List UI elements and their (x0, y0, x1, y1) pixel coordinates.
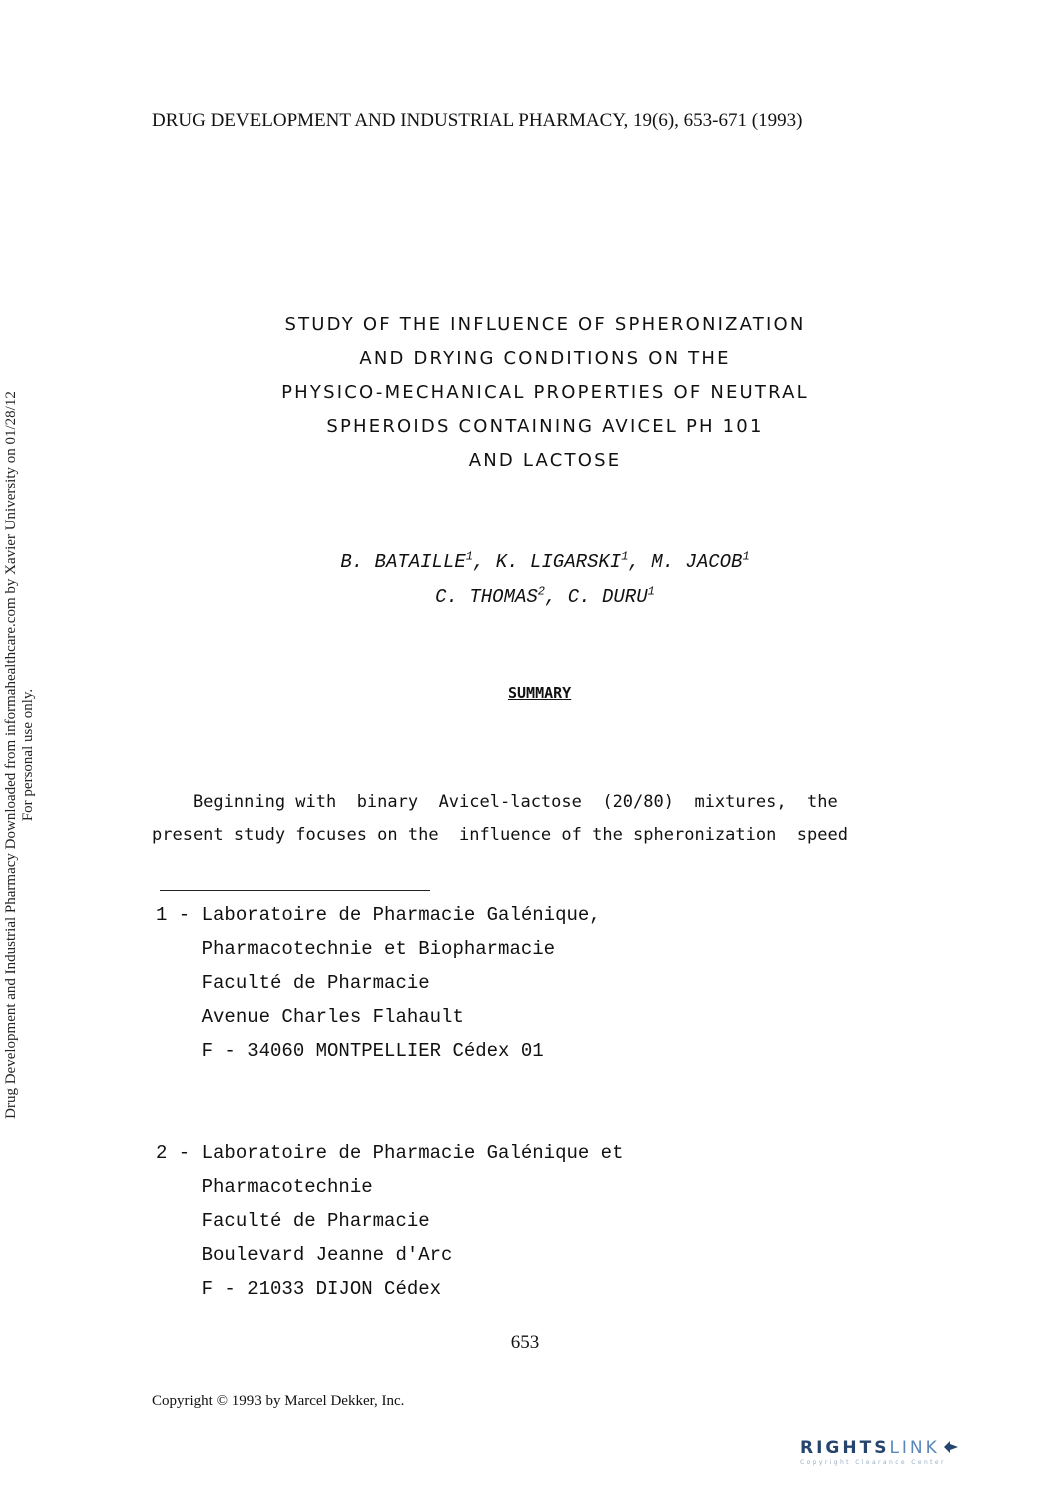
summary-line: Beginning with binary Avicel-lactose (20/80) mixtures, the (152, 792, 838, 812)
affiliation-line: Faculté de Pharmacie (156, 972, 430, 994)
affiliation-line: 1 - Laboratoire de Pharmacie Galénique, (156, 904, 601, 926)
affiliation-line: Pharmacotechnie (156, 1176, 373, 1198)
affiliation-1 (156, 898, 601, 1068)
author-affiliation-mark: 1 (647, 584, 655, 599)
affiliation-line: Pharmacotechnie et Biopharmacie (156, 938, 556, 960)
author-name: M. JACOB (651, 551, 743, 573)
author-affiliation-mark: 1 (621, 549, 629, 564)
copyright-notice: Copyright © 1993 by Marcel Dekker, Inc. (152, 1393, 405, 1409)
summary-line: present study focuses on the influence of the spheronization speed (152, 825, 848, 845)
affiliation-line: F - 21033 DIJON Cédex (156, 1278, 442, 1300)
journal-header: DRUG DEVELOPMENT AND INDUSTRIAL PHARMACY, 19(6), 653-671 (1993) (152, 110, 803, 131)
author-affiliation-mark: 1 (742, 549, 750, 564)
author-name: C. THOMAS (435, 586, 538, 608)
logo-rights-text: RIGHTS (800, 1438, 890, 1458)
title-line: AND DRYING CONDITIONS ON THE (359, 348, 731, 369)
author-name: B. BATAILLE (340, 551, 466, 573)
affiliation-2 (156, 1136, 623, 1306)
title-line: AND LACTOSE (468, 450, 622, 471)
page-number: 653 (510, 1332, 540, 1353)
author-line-2: C. THOMAS$^2$, C. DURU$^1$ (435, 584, 655, 608)
title-line: PHYSICO-MECHANICAL PROPERTIES OF NEUTRAL (281, 382, 809, 403)
affiliation-line: Boulevard Jeanne d'Arc (156, 1244, 453, 1266)
download-watermark (3, 345, 63, 1165)
affiliation-line: F - 34060 MONTPELLIER Cédex 01 (156, 1040, 544, 1062)
author-line-1: B. BATAILLE$^1$, K. LIGARSKI$^1$, M. JACOB$^1$ (340, 549, 750, 573)
title-line: SPHEROIDS CONTAINING AVICEL PH 101 (326, 416, 764, 437)
author-name: C. DURU (567, 586, 648, 608)
author-affiliation-mark: 1 (465, 549, 473, 564)
author-affiliation-mark: 2 (537, 584, 545, 599)
logo-tagline: Copyright Clearance Center (800, 1459, 946, 1466)
affiliation-line: 2 - Laboratoire de Pharmacie Galénique et (156, 1142, 624, 1164)
title-line: STUDY OF THE INFLUENCE OF SPHERONIZATION (284, 314, 806, 335)
footnote-rule (160, 890, 430, 891)
summary-text (152, 786, 932, 852)
affiliation-line: Faculté de Pharmacie (156, 1210, 430, 1232)
author-name: K. LIGARSKI (495, 551, 622, 573)
author-list (200, 545, 890, 615)
rightslink-logo[interactable] (800, 1438, 1032, 1474)
affiliation-line: Avenue Charles Flahault (156, 1006, 464, 1028)
paper-title (200, 308, 890, 478)
logo-link-text: LINK (889, 1438, 940, 1458)
summary-heading: SUMMARY (508, 684, 572, 702)
logo-arrow-icon (942, 1439, 960, 1455)
watermark-line-1: Drug Development and Industrial Pharmacy Downloaded from informahealthcare.com by Xavier University on 01/28/12 (3, 391, 19, 1119)
watermark-line-2: For personal use only. (20, 688, 36, 822)
